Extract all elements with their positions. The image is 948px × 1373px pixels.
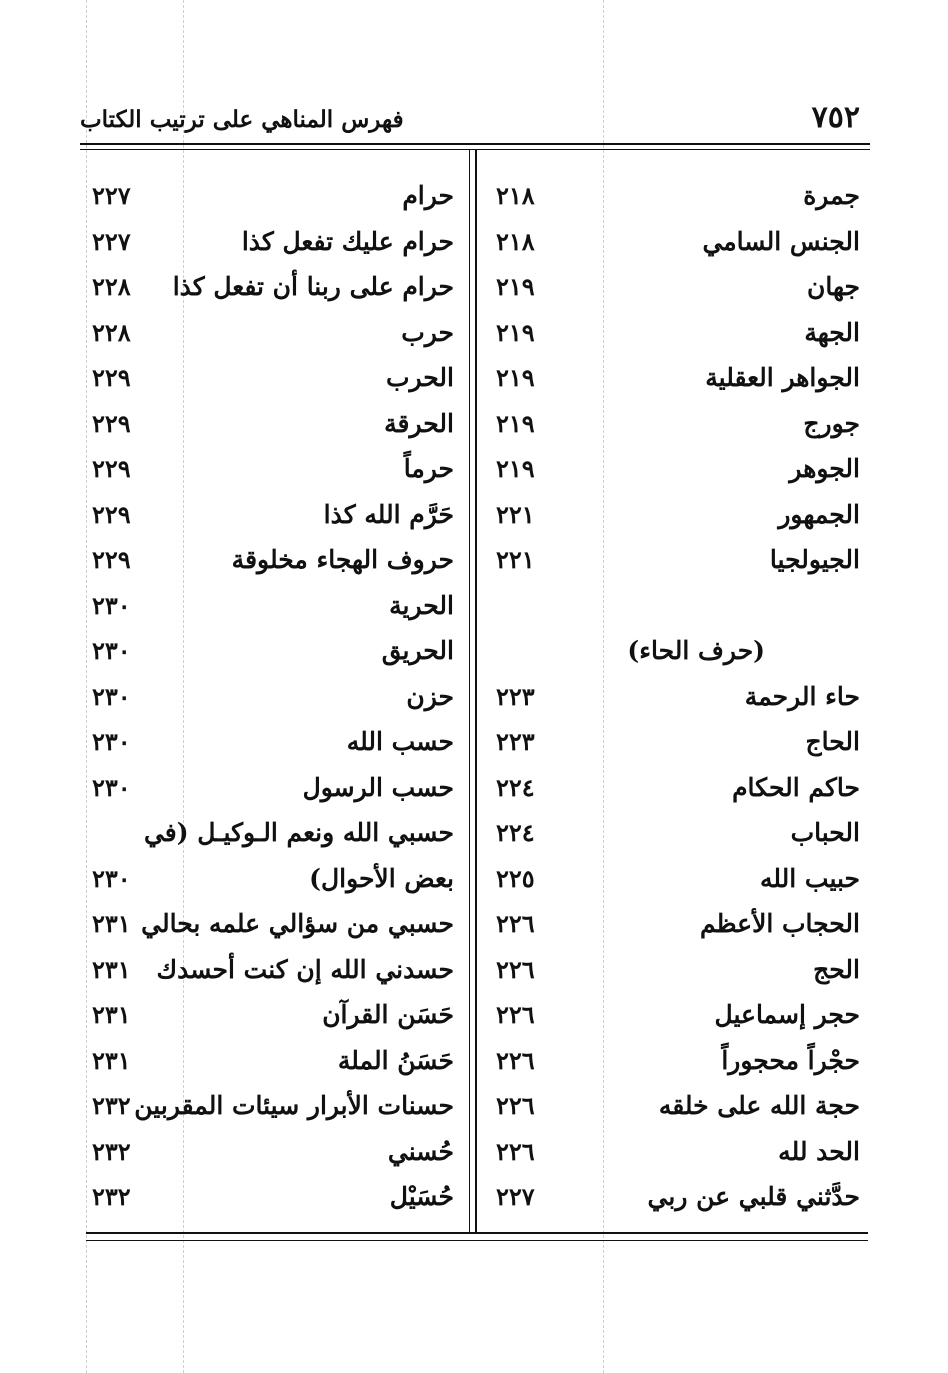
entry-page-number: ٢٢٧: [496, 1182, 535, 1211]
entry-page-number: ٢٣١: [92, 954, 131, 984]
entry-term: الحرقة: [384, 408, 454, 438]
index-entry: [88, 1086, 454, 1126]
entry-page-number: ٢٢٦: [496, 909, 535, 938]
entry-term: الحرب: [385, 363, 454, 392]
entry-page-number: ٢٢٩: [92, 408, 131, 438]
running-title: فهرس المناهي على ترتيب الكتاب: [80, 106, 404, 133]
index-entry: [88, 722, 454, 762]
entry-term: حسب الله: [346, 727, 454, 756]
index-entry: [488, 950, 860, 990]
index-entry: [488, 267, 860, 307]
entry-page-number: ٢٢٦: [496, 1091, 535, 1120]
entry-term: الحريق: [381, 636, 454, 665]
entry-page-number: ٢٢١: [496, 545, 535, 574]
entry-page-number: ٢٣٢: [92, 1091, 131, 1120]
entry-page-number: ٢٢٤: [496, 772, 535, 802]
entry-term: (حرف الحاء): [627, 636, 765, 665]
index-entry: [488, 1132, 860, 1172]
index-entry: [88, 859, 454, 899]
index-entry: [488, 722, 860, 762]
index-entry: [88, 768, 454, 808]
entry-term: حرب: [401, 317, 454, 347]
index-entry: [88, 586, 454, 626]
page-header: [80, 98, 870, 142]
column-divider: [469, 150, 470, 1232]
scan-guide-line: [86, 0, 87, 1373]
entry-page-number: ٢٢٦: [496, 954, 535, 984]
entry-term: حُسني: [387, 1136, 454, 1166]
entry-term: الجواهر العقلية: [705, 363, 860, 392]
column-divider: [475, 150, 477, 1232]
entry-page-number: ٢٣٠: [92, 590, 131, 620]
index-entry: [88, 358, 454, 398]
entry-term: الحد لله: [778, 1136, 860, 1166]
index-column-left: [88, 176, 454, 1226]
entry-term: جورج: [803, 408, 860, 438]
footer-rule: [86, 1240, 868, 1241]
entry-term: حسنات الأبرار سيئات المقربين: [134, 1091, 454, 1120]
entry-page-number: ٢٢٩: [92, 363, 131, 392]
entry-page-number: ٢٣١: [92, 1045, 131, 1075]
entry-term: حرماً: [403, 454, 454, 483]
index-column-right: [488, 176, 860, 1226]
index-entry: [488, 813, 860, 853]
index-entry: [488, 904, 860, 944]
entry-term: حجة الله على خلقه: [658, 1091, 860, 1120]
entry-term: حاكم الحكام: [732, 772, 860, 802]
entry-term: جمرة: [803, 181, 860, 210]
entry-page-number: ٢٢٣: [496, 681, 535, 711]
index-entry: [488, 586, 860, 626]
entry-term: حدَّثني قلبي عن ربي: [647, 1182, 860, 1211]
entry-page-number: ٢٣١: [92, 1000, 131, 1029]
entry-page-number: ٢٢٩: [92, 499, 131, 529]
index-entry: [88, 904, 454, 944]
index-entry: [488, 1177, 860, 1217]
entry-page-number: ٢٢٦: [496, 1136, 535, 1166]
entry-term: حسبي من سؤالي علمه بحالي: [141, 909, 454, 938]
index-entry: [88, 631, 454, 671]
entry-page-number: ٢٢٦: [496, 1000, 535, 1029]
entry-term: جهان: [807, 272, 860, 301]
entry-page-number: ٢٣١: [92, 909, 131, 938]
entry-page-number: ٢٣٠: [92, 727, 131, 756]
entry-page-number: ٢١٩: [496, 317, 535, 347]
entry-term: حَسَن القرآن: [322, 1000, 454, 1029]
entry-page-number: ٢١٩: [496, 272, 535, 301]
index-entry: [488, 495, 860, 535]
entry-page-number: ٢٢٧: [92, 226, 131, 256]
entry-page-number: ٢٢٧: [92, 181, 131, 210]
index-entry: [88, 677, 454, 717]
entry-term: حسدني الله إن كنت أحسدك: [156, 954, 454, 984]
entry-page-number: ٢٣٠: [92, 681, 131, 711]
entry-term: حرام: [402, 181, 454, 210]
entry-page-number: ٢٣٠: [92, 863, 131, 893]
index-entry: [488, 313, 860, 353]
entry-page-number: ٢٣٢: [92, 1182, 131, 1211]
entry-term: حزن: [406, 681, 454, 711]
entry-term: حسبي الله ونعم الـوكيـل (في: [143, 818, 454, 847]
index-entry: [88, 404, 454, 444]
index-entry: [88, 222, 454, 262]
entry-term: حروف الهجاء مخلوقة: [231, 545, 454, 574]
entry-page-number: ٢١٩: [496, 454, 535, 483]
entry-page-number: ٢١٨: [496, 181, 535, 210]
entry-term: بعض الأحوال): [309, 863, 454, 893]
entry-page-number: ٢١٩: [496, 363, 535, 392]
index-entry: [488, 995, 860, 1035]
entry-term: حُسَيْل: [389, 1182, 454, 1211]
index-entry: [88, 313, 454, 353]
index-entry: [488, 677, 860, 717]
entry-term: الحج: [813, 954, 860, 984]
index-entry: [88, 950, 454, 990]
index-entry: [488, 176, 860, 216]
entry-page-number: ٢٢٦: [496, 1045, 535, 1075]
entry-page-number: ٢٢٩: [92, 545, 131, 574]
entry-page-number: ٢١٨: [496, 226, 535, 256]
index-entry: [488, 404, 860, 444]
entry-term: الجيولجيا: [769, 545, 860, 574]
entry-term: حرام على ربنا أن تفعل كذا: [172, 272, 454, 301]
index-entry: [88, 176, 454, 216]
entry-term: حجر إسماعيل: [714, 1000, 860, 1029]
index-entry: [88, 1041, 454, 1081]
index-entry: [488, 1041, 860, 1081]
entry-term: حَرَّم الله كذا: [323, 499, 454, 529]
entry-term: الحباب: [790, 818, 860, 847]
entry-term: حبيب الله: [759, 863, 860, 893]
entry-page-number: ٢٢١: [496, 499, 535, 529]
entry-term: حَسَنُ الملة: [337, 1045, 454, 1075]
index-entry: [88, 813, 454, 853]
index-entry: [88, 267, 454, 307]
entry-term: الحاج: [805, 727, 860, 756]
entry-term: حاء الرحمة: [744, 681, 860, 711]
index-entry: [88, 540, 454, 580]
entry-term: الجمهور: [778, 499, 860, 529]
entry-page-number: ٢٢٨: [92, 272, 131, 301]
index-entry: [88, 995, 454, 1035]
entry-page-number: ٢٢٤: [496, 818, 535, 847]
entry-page-number: ٢٣٢: [92, 1136, 131, 1166]
entry-term: الحجاب الأعظم: [700, 909, 860, 938]
entry-page-number: ٢١٩: [496, 408, 535, 438]
entry-page-number: ٢٢٨: [92, 317, 131, 347]
index-entry: [488, 859, 860, 899]
entry-term: حسب الرسول: [302, 772, 454, 802]
index-entry: [488, 222, 860, 262]
entry-term: حرام عليك تفعل كذا: [241, 226, 454, 256]
entry-term: الحرية: [389, 590, 454, 620]
header-rule: [80, 143, 870, 145]
index-entry: [88, 1177, 454, 1217]
index-entry: [488, 358, 860, 398]
index-entry: [488, 768, 860, 808]
entry-term: حجْراً محجوراً: [721, 1045, 860, 1075]
index-entry: [488, 449, 860, 489]
footer-rule: [86, 1232, 868, 1234]
index-entry: [488, 540, 860, 580]
index-entry: [88, 1132, 454, 1172]
index-entry: [488, 631, 860, 671]
page-number: ٧٥٢: [811, 100, 860, 135]
index-entry: [88, 495, 454, 535]
entry-term: الجوهر: [789, 454, 860, 483]
entry-page-number: ٢٢٣: [496, 727, 535, 756]
entry-term: الجنس السامي: [702, 226, 860, 256]
entry-page-number: ٢٢٥: [496, 863, 535, 893]
index-entry: [488, 1086, 860, 1126]
entry-page-number: ٢٢٩: [92, 454, 131, 483]
entry-page-number: ٢٣٠: [92, 636, 131, 665]
entry-page-number: ٢٣٠: [92, 772, 131, 802]
index-entry: [88, 449, 454, 489]
entry-term: الجهة: [804, 317, 860, 347]
